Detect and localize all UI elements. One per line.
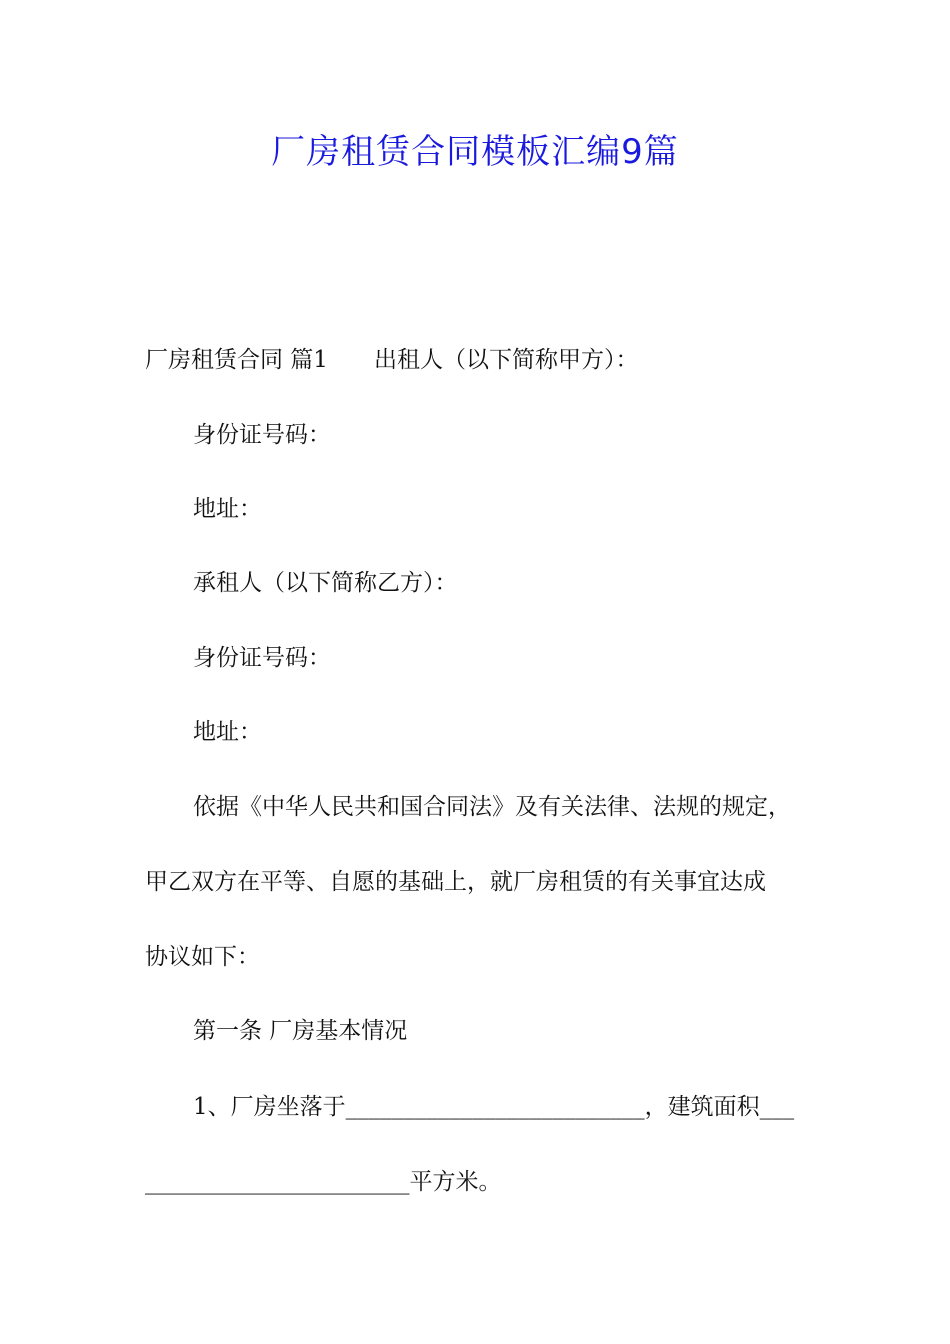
lessor-id-label: 身份证号码： <box>193 422 331 448</box>
section-heading: 厂房租赁合同 篇1 <box>145 347 328 373</box>
lessor-label: 出租人（以下简称甲方）： <box>373 347 639 373</box>
lessee-address-label: 地址： <box>193 719 262 745</box>
paragraph-basis-line-1: 依据《中华人民共和国合同法》及有关法律、法规的规定， <box>193 794 791 820</box>
article-one-heading: 第一条 厂房基本情况 <box>193 1018 408 1044</box>
document-title: 厂房租赁合同模板汇编9篇 <box>271 132 679 172</box>
article-one-item-1-line-1: 1、厂房坐落于__________________________，建筑面积___ <box>193 1094 795 1120</box>
lessor-address-label: 地址： <box>193 496 262 522</box>
lessee-label: 承租人（以下简称乙方）： <box>193 570 458 596</box>
section-heading-line <box>145 343 835 377</box>
article-one-item-1-line-2: _______________________平方米。 <box>145 1169 502 1195</box>
paragraph-basis-line-3: 协议如下： <box>145 944 260 970</box>
lessee-id-label: 身份证号码： <box>193 645 331 671</box>
paragraph-basis-line-2: 甲乙双方在平等、自愿的基础上，就厂房租赁的有关事宜达成 <box>145 869 766 895</box>
